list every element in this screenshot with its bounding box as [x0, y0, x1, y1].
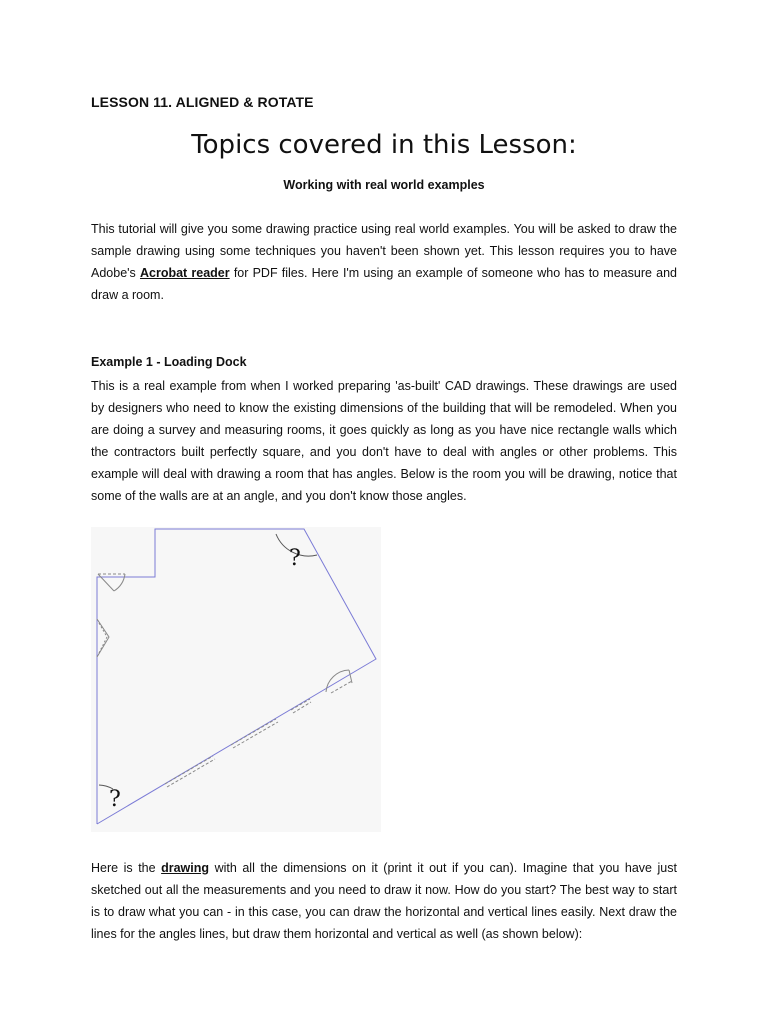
intro-text-1: This tutorial will give you some drawing practice using real world examples. You will be asked to draw the sample drawing using some techniques you haven't been shown yet. This lesson requires you to have Adobe's — [91, 222, 677, 280]
room-drawing-figure — [91, 527, 381, 832]
closing-paragraph — [91, 857, 677, 945]
angle-label-bottom: ? — [109, 787, 121, 812]
example-heading: Example 1 - Loading Dock — [91, 355, 247, 369]
figure-background — [91, 527, 381, 832]
closing-text-2: with all the dimensions on it (print it out if you can). Imagine that you have just sketched out all the measurements and you need to draw it now. How do you start? The best way to start is to draw what you can - in this case, you can draw the horizontal and vertical lines easily. Next draw the lines for the angles lines, but draw them horizontal and vertical as well (as shown below): — [91, 861, 677, 941]
closing-text-1: Here is the — [91, 861, 162, 875]
intro-paragraph — [91, 218, 677, 306]
example-paragraph: This is a real example from when I worked preparing 'as-built' CAD drawings. These drawings are used by designers who need to know the existing dimensions of the building that will be remodeled. When you are doing a survey and measuring rooms, it goes quickly as long as you have nice rectangle walls which the contractors built perfectly square, and you don't have to deal with angles or other problems. This example will deal with drawing a room that has angles. Below is the room you will be drawing, notice that some of the walls are at an angle, and you don't know those angles. — [91, 379, 677, 503]
intro-text-2: for PDF files. Here I'm using an example of someone who has to measure and draw a room. — [91, 266, 677, 302]
angle-label-top: ? — [289, 546, 301, 571]
lesson-title: LESSON 11. ALIGNED & ROTATE — [91, 94, 314, 110]
acrobat-reader-link[interactable]: Acrobat reader — [139, 266, 230, 280]
drawing-link[interactable]: drawing — [161, 861, 210, 875]
subtitle: Working with real world examples — [283, 178, 485, 192]
page-title: Topics covered in this Lesson: — [191, 130, 577, 160]
room-floorplan — [91, 527, 381, 832]
